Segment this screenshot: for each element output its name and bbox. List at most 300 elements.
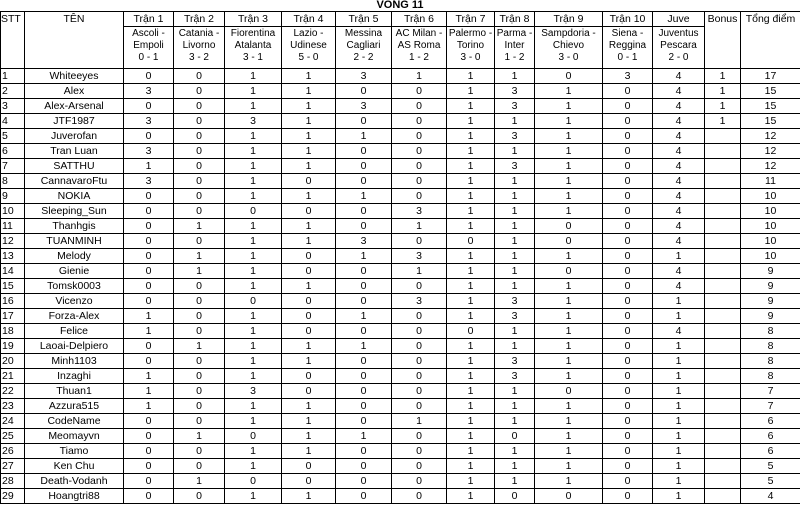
table-row (1, 474, 800, 489)
cell-points: 0 (603, 189, 653, 204)
cell-bonus (705, 444, 741, 459)
cell-name: SATTHU (25, 159, 124, 174)
cell-bonus (705, 144, 741, 159)
cell-points: 1 (225, 354, 282, 369)
cell-total: 8 (741, 339, 800, 354)
cell-points: 1 (535, 474, 603, 489)
cell-points: 0 (225, 474, 282, 489)
cell-points: 1 (495, 339, 535, 354)
cell-points: 0 (174, 159, 225, 174)
cell-points: 0 (336, 444, 392, 459)
cell-points: 0 (603, 159, 653, 174)
cell-points: 0 (174, 204, 225, 219)
cell-points: 1 (495, 444, 535, 459)
cell-points: 0 (603, 459, 653, 474)
table-row (1, 354, 800, 369)
cell-points: 1 (447, 99, 495, 114)
cell-points: 1 (535, 339, 603, 354)
cell-points: 0 (392, 444, 447, 459)
cell-points: 0 (392, 459, 447, 474)
cell-total: 8 (741, 369, 800, 384)
match-score: 0 - 1 (138, 52, 159, 63)
cell-name: CannavaroFtu (25, 174, 124, 189)
cell-juve: 1 (653, 474, 705, 489)
cell-total: 10 (741, 219, 800, 234)
cell-points: 1 (225, 99, 282, 114)
cell-points: 3 (495, 309, 535, 324)
cell-juve: 1 (653, 384, 705, 399)
cell-points: 0 (336, 414, 392, 429)
cell-points: 0 (124, 444, 174, 459)
cell-juve: 1 (653, 414, 705, 429)
cell-bonus (705, 174, 741, 189)
cell-points: 0 (495, 489, 535, 504)
cell-points: 1 (282, 129, 336, 144)
cell-points: 0 (535, 489, 603, 504)
match-teams: Parma - Inter (496, 28, 533, 51)
cell-points: 3 (124, 114, 174, 129)
cell-points: 0 (124, 99, 174, 114)
cell-name: Sleeping_Sun (25, 204, 124, 219)
cell-points: 1 (535, 249, 603, 264)
cell-name: Laoai-Delpiero (25, 339, 124, 354)
cell-points: 1 (225, 339, 282, 354)
cell-juve: 1 (653, 309, 705, 324)
cell-points: 0 (174, 309, 225, 324)
match-teams: Lazio - Udinese (290, 28, 327, 51)
cell-stt: 26 (1, 444, 25, 459)
cell-points: 1 (225, 369, 282, 384)
cell-points: 1 (447, 219, 495, 234)
cell-stt: 3 (1, 99, 25, 114)
col-header-round: Trận 6 (392, 12, 447, 27)
match-score: 2 - 2 (353, 52, 374, 63)
cell-points: 0 (336, 354, 392, 369)
match-score: 3 - 1 (242, 52, 263, 63)
table-row (1, 84, 800, 99)
cell-points: 0 (392, 279, 447, 294)
cell-points: 0 (124, 264, 174, 279)
table-row (1, 114, 800, 129)
cell-points: 3 (392, 294, 447, 309)
cell-points: 1 (535, 159, 603, 174)
cell-points: 0 (336, 144, 392, 159)
cell-points: 1 (535, 189, 603, 204)
cell-points: 0 (174, 279, 225, 294)
cell-juve: 4 (653, 144, 705, 159)
cell-points: 0 (336, 459, 392, 474)
cell-points: 0 (392, 174, 447, 189)
cell-points: 1 (282, 489, 336, 504)
cell-points: 0 (174, 114, 225, 129)
cell-points: 1 (447, 474, 495, 489)
cell-points: 0 (174, 129, 225, 144)
cell-points: 1 (225, 189, 282, 204)
cell-name: Whiteeyes (25, 69, 124, 84)
col-header-round: Trận 5 (336, 12, 392, 27)
cell-stt: 29 (1, 489, 25, 504)
cell-bonus (705, 309, 741, 324)
cell-points: 1 (495, 114, 535, 129)
cell-points: 1 (282, 159, 336, 174)
cell-points: 0 (174, 459, 225, 474)
cell-points: 0 (336, 204, 392, 219)
cell-points: 0 (603, 354, 653, 369)
cell-points: 1 (225, 129, 282, 144)
cell-name: Azzura515 (25, 399, 124, 414)
cell-total: 12 (741, 144, 800, 159)
cell-points: 1 (447, 339, 495, 354)
cell-points: 1 (495, 264, 535, 279)
match-teams: Ascoli - Empoli (132, 28, 165, 51)
cell-stt: 18 (1, 324, 25, 339)
cell-points: 0 (174, 189, 225, 204)
cell-juve: 1 (653, 339, 705, 354)
cell-name: Vicenzo (25, 294, 124, 309)
cell-points: 0 (124, 459, 174, 474)
cell-points: 0 (174, 369, 225, 384)
cell-points: 0 (225, 204, 282, 219)
match-teams: Sampdoria - Chievo (541, 28, 596, 51)
cell-points: 3 (124, 174, 174, 189)
cell-points: 1 (282, 339, 336, 354)
cell-points: 0 (603, 414, 653, 429)
cell-points: 1 (282, 234, 336, 249)
cell-points: 0 (124, 129, 174, 144)
cell-points: 1 (535, 99, 603, 114)
table-row (1, 369, 800, 384)
col-header-bonus: Bonus (705, 12, 741, 69)
cell-juve: 4 (653, 84, 705, 99)
cell-points: 0 (535, 69, 603, 84)
cell-name: Juverofan (25, 129, 124, 144)
match-header (392, 27, 447, 69)
cell-points: 0 (336, 369, 392, 384)
cell-points: 1 (535, 129, 603, 144)
cell-points: 0 (603, 309, 653, 324)
cell-points: 1 (447, 444, 495, 459)
cell-stt: 16 (1, 294, 25, 309)
table-row (1, 294, 800, 309)
table-row (1, 69, 800, 84)
cell-juve: 4 (653, 219, 705, 234)
cell-total: 10 (741, 189, 800, 204)
cell-total: 15 (741, 114, 800, 129)
cell-bonus (705, 204, 741, 219)
cell-stt: 15 (1, 279, 25, 294)
table-row (1, 204, 800, 219)
cell-juve: 1 (653, 429, 705, 444)
cell-juve: 4 (653, 324, 705, 339)
cell-stt: 10 (1, 204, 25, 219)
cell-points: 0 (392, 84, 447, 99)
cell-name: Inzaghi (25, 369, 124, 384)
cell-total: 15 (741, 99, 800, 114)
cell-stt: 11 (1, 219, 25, 234)
cell-name: Tomsk0003 (25, 279, 124, 294)
cell-points: 0 (535, 264, 603, 279)
cell-bonus: 1 (705, 84, 741, 99)
cell-points: 1 (225, 444, 282, 459)
table-row (1, 264, 800, 279)
col-header-round: Trận 8 (495, 12, 535, 27)
cell-points: 1 (336, 429, 392, 444)
cell-bonus: 1 (705, 114, 741, 129)
cell-points: 0 (535, 384, 603, 399)
cell-points: 0 (174, 489, 225, 504)
cell-points: 3 (392, 249, 447, 264)
cell-points: 1 (124, 399, 174, 414)
cell-juve: 1 (653, 489, 705, 504)
match-teams: Siena - Reggina (608, 28, 647, 51)
cell-points: 1 (447, 369, 495, 384)
cell-points: 1 (447, 354, 495, 369)
cell-points: 0 (392, 474, 447, 489)
cell-bonus (705, 354, 741, 369)
cell-points: 1 (336, 189, 392, 204)
cell-points: 0 (336, 294, 392, 309)
table-row (1, 489, 800, 504)
cell-stt: 22 (1, 384, 25, 399)
cell-points: 0 (603, 339, 653, 354)
cell-points: 0 (124, 339, 174, 354)
cell-points: 0 (282, 174, 336, 189)
cell-juve: 4 (653, 174, 705, 189)
cell-points: 3 (124, 144, 174, 159)
cell-points: 0 (282, 294, 336, 309)
cell-points: 0 (174, 234, 225, 249)
cell-points: 1 (535, 174, 603, 189)
cell-points: 0 (336, 399, 392, 414)
cell-juve: 4 (653, 69, 705, 84)
cell-points: 0 (603, 264, 653, 279)
cell-points: 0 (282, 309, 336, 324)
table-row (1, 129, 800, 144)
cell-stt: 21 (1, 369, 25, 384)
cell-points: 1 (336, 249, 392, 264)
cell-points: 1 (282, 189, 336, 204)
table-row (1, 459, 800, 474)
match-header (282, 27, 336, 69)
cell-juve: 1 (653, 399, 705, 414)
cell-points: 0 (603, 129, 653, 144)
cell-points: 0 (124, 429, 174, 444)
cell-points: 0 (282, 204, 336, 219)
col-header-total: Tổng điểm (741, 12, 800, 69)
cell-bonus (705, 159, 741, 174)
cell-points: 1 (282, 99, 336, 114)
cell-bonus (705, 264, 741, 279)
cell-points: 0 (392, 339, 447, 354)
cell-stt: 8 (1, 174, 25, 189)
cell-points: 1 (535, 324, 603, 339)
cell-points: 0 (392, 234, 447, 249)
cell-points: 0 (174, 444, 225, 459)
cell-points: 0 (392, 399, 447, 414)
cell-bonus (705, 459, 741, 474)
cell-points: 0 (392, 309, 447, 324)
col-header-round: Trận 10 (603, 12, 653, 27)
cell-points: 1 (447, 204, 495, 219)
cell-points: 3 (336, 234, 392, 249)
cell-bonus (705, 369, 741, 384)
cell-name: CodeName (25, 414, 124, 429)
cell-points: 0 (336, 474, 392, 489)
cell-juve: 4 (653, 129, 705, 144)
cell-points: 0 (603, 489, 653, 504)
cell-total: 9 (741, 309, 800, 324)
cell-points: 0 (336, 84, 392, 99)
cell-points: 3 (336, 69, 392, 84)
cell-points: 0 (174, 99, 225, 114)
cell-points: 1 (225, 399, 282, 414)
cell-points: 0 (124, 204, 174, 219)
cell-points: 0 (174, 384, 225, 399)
match-score: 2 - 0 (668, 52, 689, 63)
table-row (1, 399, 800, 414)
cell-points: 0 (603, 324, 653, 339)
cell-points: 0 (174, 84, 225, 99)
cell-points: 1 (174, 264, 225, 279)
cell-points: 0 (392, 369, 447, 384)
cell-points: 1 (447, 249, 495, 264)
cell-points: 0 (495, 429, 535, 444)
cell-points: 0 (392, 159, 447, 174)
cell-points: 1 (447, 294, 495, 309)
cell-stt: 1 (1, 69, 25, 84)
col-header-round: Trận 3 (225, 12, 282, 27)
cell-points: 3 (225, 384, 282, 399)
cell-stt: 6 (1, 144, 25, 159)
cell-stt: 28 (1, 474, 25, 489)
cell-points: 0 (124, 234, 174, 249)
cell-stt: 14 (1, 264, 25, 279)
cell-points: 1 (495, 459, 535, 474)
cell-points: 1 (282, 399, 336, 414)
cell-points: 1 (225, 309, 282, 324)
cell-bonus (705, 399, 741, 414)
cell-juve: 4 (653, 159, 705, 174)
cell-points: 3 (225, 114, 282, 129)
cell-points: 1 (495, 324, 535, 339)
header-row (1, 12, 800, 27)
cell-total: 11 (741, 174, 800, 189)
cell-points: 1 (282, 84, 336, 99)
cell-points: 0 (124, 414, 174, 429)
cell-juve: 4 (653, 279, 705, 294)
cell-name: Forza-Alex (25, 309, 124, 324)
cell-points: 1 (225, 174, 282, 189)
cell-points: 1 (447, 489, 495, 504)
cell-points: 0 (336, 489, 392, 504)
cell-points: 3 (336, 99, 392, 114)
cell-points: 0 (336, 114, 392, 129)
cell-points: 1 (336, 129, 392, 144)
cell-name: Tran Luan (25, 144, 124, 159)
cell-bonus (705, 249, 741, 264)
cell-points: 0 (392, 429, 447, 444)
cell-points: 0 (282, 264, 336, 279)
cell-points: 0 (603, 114, 653, 129)
cell-bonus (705, 324, 741, 339)
cell-points: 1 (495, 399, 535, 414)
cell-points: 1 (225, 279, 282, 294)
cell-name: NOKIA (25, 189, 124, 204)
cell-points: 0 (603, 429, 653, 444)
cell-bonus (705, 234, 741, 249)
cell-points: 1 (447, 189, 495, 204)
cell-stt: 25 (1, 429, 25, 444)
cell-points: 0 (603, 234, 653, 249)
table-row (1, 144, 800, 159)
cell-points: 0 (603, 474, 653, 489)
table-row (1, 219, 800, 234)
cell-name: Death-Vodanh (25, 474, 124, 489)
cell-total: 9 (741, 279, 800, 294)
cell-points: 1 (225, 264, 282, 279)
col-header-juve: Juve (653, 12, 705, 27)
cell-points: 3 (495, 294, 535, 309)
cell-points: 1 (174, 249, 225, 264)
cell-points: 1 (447, 429, 495, 444)
cell-points: 1 (535, 114, 603, 129)
cell-points: 3 (495, 354, 535, 369)
cell-name: Thuan1 (25, 384, 124, 399)
cell-total: 6 (741, 429, 800, 444)
cell-points: 0 (535, 234, 603, 249)
cell-points: 0 (174, 324, 225, 339)
cell-stt: 9 (1, 189, 25, 204)
cell-points: 0 (336, 219, 392, 234)
cell-stt: 24 (1, 414, 25, 429)
cell-name: Felice (25, 324, 124, 339)
col-header-round: Trận 2 (174, 12, 225, 27)
cell-juve: 4 (653, 189, 705, 204)
cell-points: 0 (392, 99, 447, 114)
cell-points: 0 (174, 294, 225, 309)
cell-points: 1 (495, 189, 535, 204)
match-header (653, 27, 705, 69)
table-row (1, 279, 800, 294)
cell-points: 1 (282, 414, 336, 429)
cell-bonus (705, 129, 741, 144)
cell-points: 1 (336, 309, 392, 324)
cell-name: Ken Chu (25, 459, 124, 474)
cell-total: 12 (741, 159, 800, 174)
cell-name: Minh1103 (25, 354, 124, 369)
match-teams: Messina Cagliari (344, 28, 383, 51)
match-header (535, 27, 603, 69)
table-row (1, 234, 800, 249)
cell-points: 0 (392, 324, 447, 339)
cell-total: 5 (741, 459, 800, 474)
cell-points: 1 (447, 264, 495, 279)
cell-points: 1 (124, 369, 174, 384)
cell-points: 1 (225, 84, 282, 99)
cell-total: 12 (741, 129, 800, 144)
cell-points: 0 (124, 189, 174, 204)
cell-points: 0 (603, 99, 653, 114)
col-header-round: Trận 7 (447, 12, 495, 27)
cell-juve: 1 (653, 354, 705, 369)
cell-juve: 4 (653, 264, 705, 279)
cell-juve: 1 (653, 249, 705, 264)
match-score: 1 - 2 (408, 52, 429, 63)
cell-bonus (705, 384, 741, 399)
page-title: VÒNG 11 (376, 0, 424, 11)
cell-points: 1 (535, 204, 603, 219)
cell-juve: 4 (653, 234, 705, 249)
